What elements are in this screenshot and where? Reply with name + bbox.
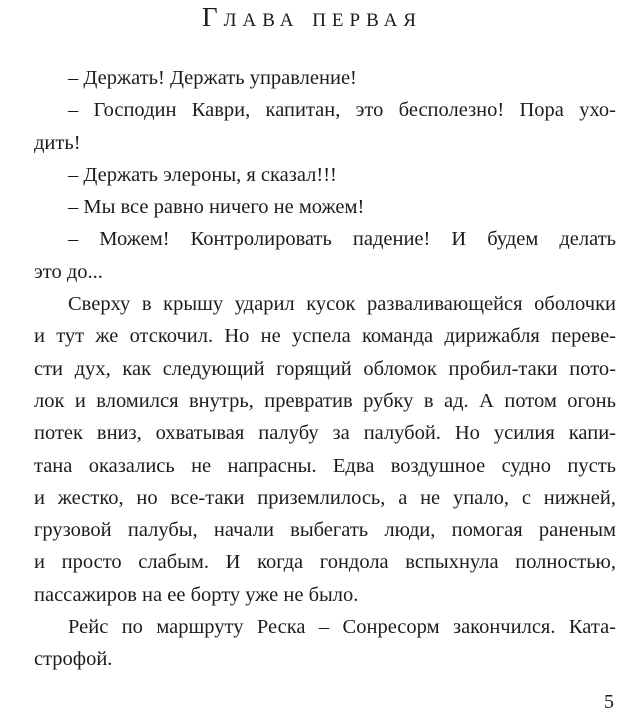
text-line: и тут же отскочил. Но не успела команда дирижабля переве- [34,325,616,348]
text-line: тана оказались не напрасны. Едва воздушное судно пусть [34,454,616,477]
text-line: – Держать элероны, я сказал!!! [68,163,337,186]
text-line: это до... [34,260,103,283]
chapter-text [34,62,620,676]
text-line: – Господин Каври, капитан, это бесполезно! Пора ухо- [68,99,616,122]
text-line: и просто слабым. И когда гондола вспыхнула полностью, [34,551,616,574]
text-line: – Мы все равно ничего не можем! [68,196,365,219]
text-line: – Держать! Держать управление! [68,67,357,89]
text-line: лок и вломился внутрь, превратив рубку в ад. А потом огонь [34,389,616,412]
text-line: Сверху в крышу ударил кусок разваливающейся оболочки [68,293,616,316]
chapter-title: Глава первая [202,2,422,32]
text-line: пассажиров на ее борту уже не было. [34,583,359,606]
text-line: строфой. [34,648,113,671]
page-number: 5 [604,691,614,713]
text-line: и жестко, но все-таки приземлилось, а не упало, с нижней, [34,486,616,509]
text-line: сти дух, как следующий горящий обломок пробил-таки пото- [34,357,616,380]
text-line: потек вниз, охватывая палубу за палубой. Но усилия капи- [34,422,616,445]
text-line: Рейс по маршруту Реска – Сонресорм закончился. Ката- [68,616,616,639]
text-line: – Можем! Контролировать падение! И будем делать [68,228,616,251]
text-line: дить! [34,131,81,154]
text-line: грузовой палубы, начали выбегать люди, помогая раненым [34,519,616,542]
